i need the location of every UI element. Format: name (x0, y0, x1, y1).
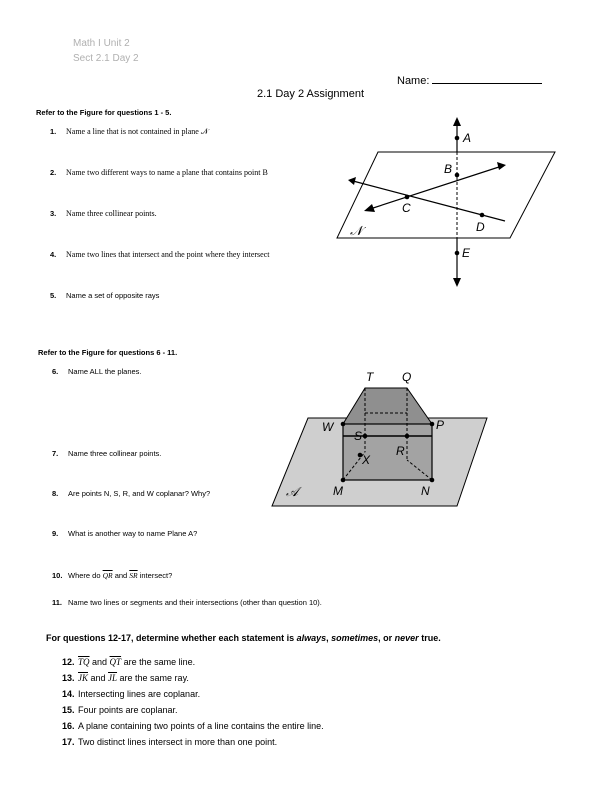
label-t: T (366, 370, 374, 384)
label-s: S (354, 429, 363, 443)
part3-heading: For questions 12-17, determine whether each statement is always, sometimes, or never true. (46, 633, 441, 643)
question-15: 15. Four points are coplanar. (62, 705, 178, 715)
point-w (341, 422, 346, 427)
label-q: Q (402, 370, 412, 384)
question-12: 12. $\overline{TQ}$ and $\overline{QT}$ are the same line. (62, 657, 196, 667)
name-label: Name: (397, 75, 430, 87)
question-17: 17. Two distinct lines intersect in more than one point. (62, 737, 278, 747)
question-1: 1. Name a line that is not contained in plane 𝒩 (50, 127, 209, 136)
part1-heading: Refer to the Figure for questions 1 - 5. (36, 108, 172, 117)
point-n (430, 478, 435, 483)
label-p: P (436, 418, 445, 432)
part2-heading: Refer to the Figure for questions 6 - 11. (38, 348, 178, 357)
label-a: A (463, 131, 472, 145)
label-w: W (322, 420, 334, 434)
question-10: 10. Where do $\overline{QR}$ and $\overline{SR}$ intersect? (52, 571, 173, 580)
question-2: 2. Name two different ways to name a plane that contains point B (50, 168, 268, 177)
question-16: 16. A plane containing two points of a line contains the entire line. (62, 721, 324, 731)
question-9: 9. What is another way to name Plane A? (52, 529, 198, 538)
label-n: N (421, 484, 430, 498)
section-label: Sect 2.1 Day 2 (73, 53, 139, 64)
label-b: B (444, 162, 453, 176)
page-title: 2.1 Day 2 Assignment (257, 88, 365, 100)
point-m (341, 478, 346, 483)
question-4: 4. Name two lines that intersect and the point where they intersect (50, 250, 270, 259)
label-r: R (396, 444, 405, 458)
point-p (430, 422, 435, 427)
question-11: 11. Name two lines or segments and their intersections (other than question 10). (52, 598, 322, 607)
label-c: C (402, 201, 411, 215)
question-8: 8. Are points N, S, R, and W coplanar? Why? (52, 489, 211, 498)
question-7: 7. Name three collinear points. (52, 449, 162, 458)
course-label: Math I Unit 2 (73, 38, 130, 49)
label-m: M (333, 484, 343, 498)
label-plane-a: 𝒜 (286, 485, 299, 500)
label-x: X (362, 453, 371, 467)
label-e: E (462, 246, 471, 260)
point-s (363, 434, 368, 439)
question-14: 14. Intersecting lines are coplanar. (62, 689, 201, 699)
question-13: 13. $\overline{JK}$ and $\overline{JL}$ are the same ray. (62, 673, 189, 683)
question-3: 3. Name three collinear points. (50, 209, 157, 218)
label-d: D (476, 220, 485, 234)
question-5: 5. Name a set of opposite rays (50, 291, 160, 300)
point-r (405, 434, 410, 439)
question-6: 6. Name ALL the planes. (52, 367, 142, 376)
label-plane-n: 𝒩 (350, 224, 363, 239)
